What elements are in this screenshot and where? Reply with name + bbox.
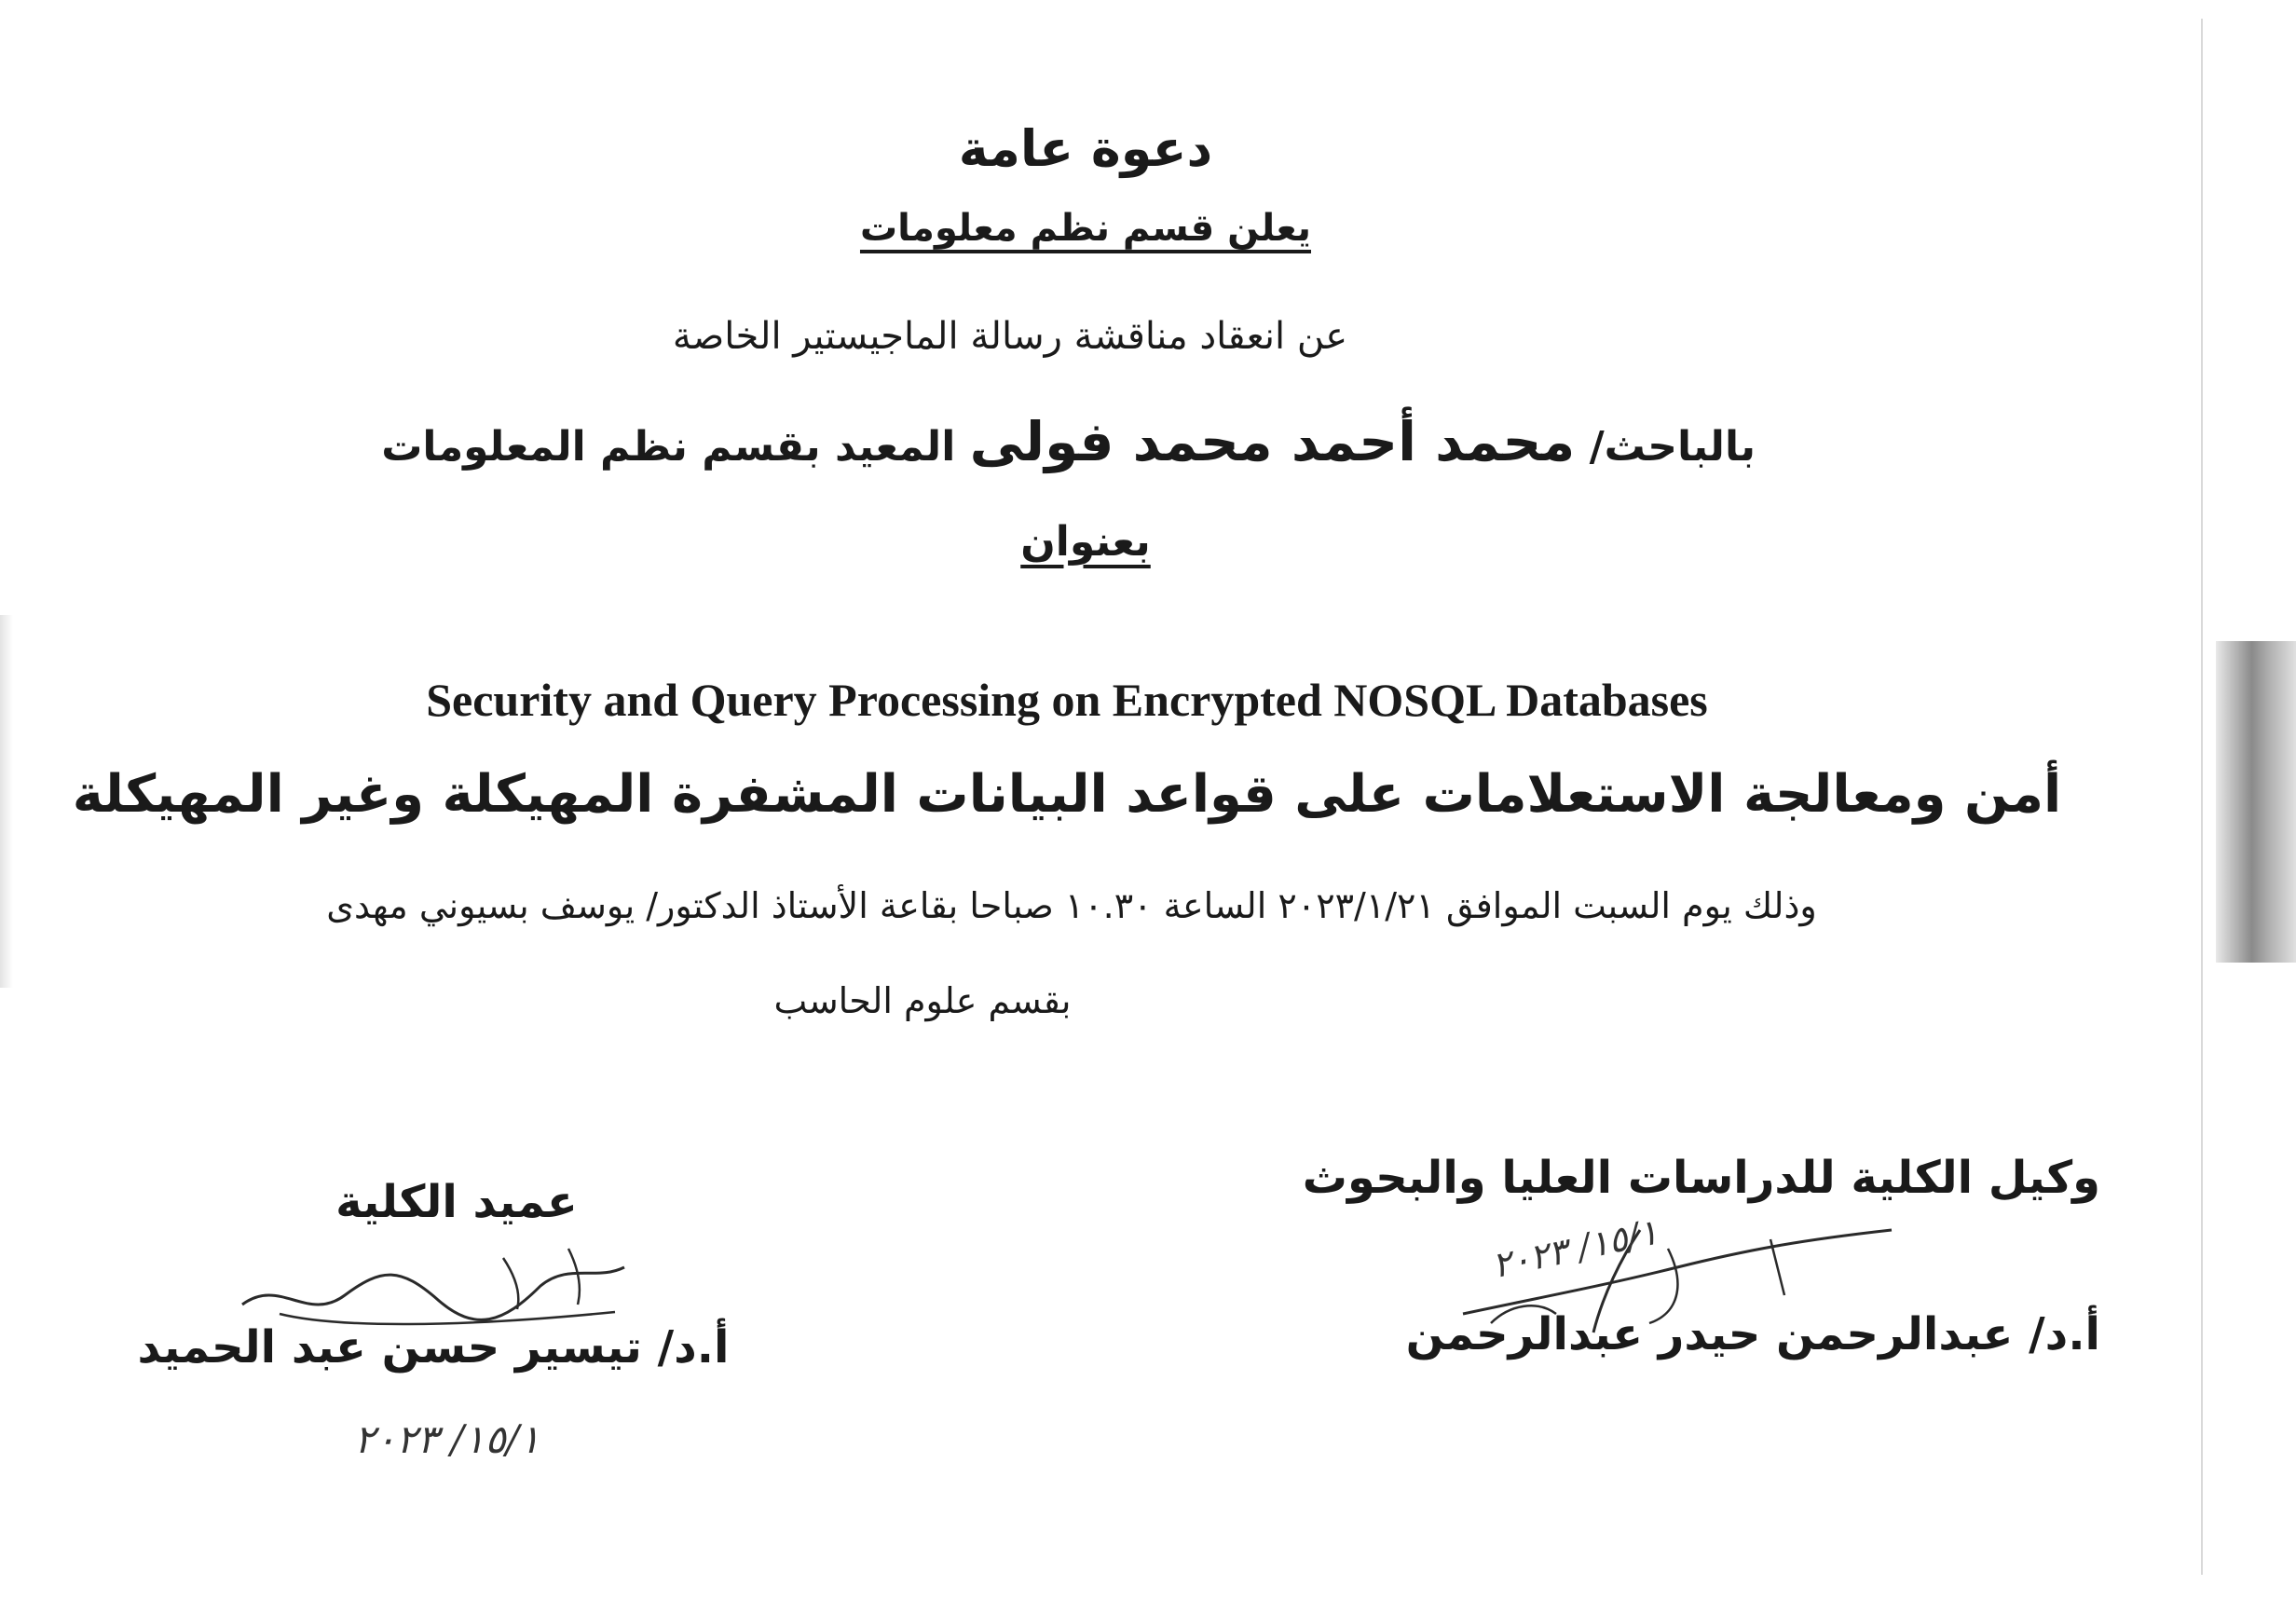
researcher-line xyxy=(381,410,1756,473)
defense-details-line1: وذلك يوم السبت الموافق ٢٠٢٣/١/٢١ الساعة ١٠.٣٠ صباحا بقاعة الأستاذ الدكتور/ يوسف بسيوني مهدى xyxy=(326,885,1817,926)
thesis-title-english: Security and Query Processing on Encrypted NOSQL Databases xyxy=(426,674,1708,726)
dean-handwritten-date: ١٥/١/ ٢٠٢٣ xyxy=(354,1416,540,1462)
titled-label: بعنوان xyxy=(1020,518,1151,566)
vice-dean-role: وكيل الكلية للدراسات العليا والبحوث xyxy=(1302,1152,2100,1204)
intro-line: عن انعقاد مناقشة رسالة الماجيستير الخاصة xyxy=(672,315,1348,358)
vice-dean-name: أ.د/ عبدالرحمن حيدر عبدالرحمن xyxy=(1405,1308,2100,1360)
scan-shadow-strip xyxy=(2216,641,2296,963)
researcher-name: محمد أحمد محمد فولى xyxy=(969,410,1576,473)
document-title: دعوة عامة xyxy=(958,119,1213,178)
defense-details-line2: بقسم علوم الحاسب xyxy=(773,980,1072,1021)
thesis-title-arabic: أمن ومعالجة الاستعلامات على قواعد البيانات المشفرة المهيكلة وغير المهيكلة xyxy=(72,764,2062,825)
researcher-role: المعيد بقسم نظم المعلومات xyxy=(381,423,956,471)
vice-dean-handwritten-date: ١٥/١/ ٢٠٢٣ xyxy=(1488,1210,1662,1287)
dean-role: عميد الكلية xyxy=(335,1176,578,1228)
announcement-line: يعلن قسم نظم معلومات xyxy=(859,207,1312,250)
dean-name: أ.د/ تيسير حسن عبد الحميد xyxy=(137,1321,730,1374)
scan-edge-line xyxy=(2201,19,2203,1575)
researcher-prefix: بالباحث/ xyxy=(1589,423,1756,471)
